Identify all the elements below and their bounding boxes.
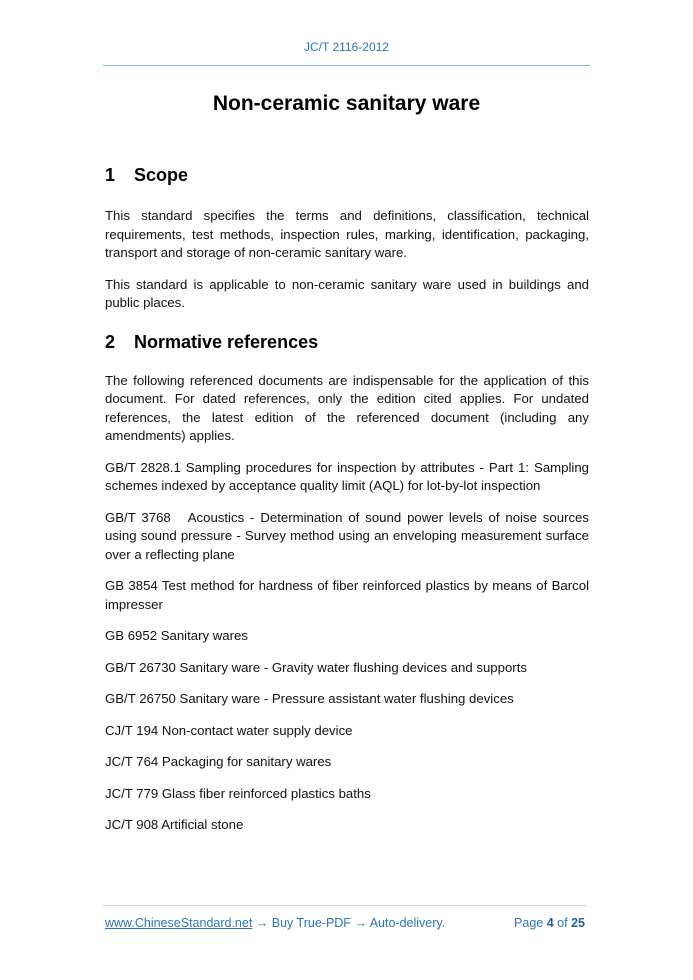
page-footer (105, 916, 585, 930)
reference-item: GB/T 3768 Acoustics - Determination of sound power levels of noise sources using sound pressure - Survey method using an enveloping measurement surface over a reflecting plane (105, 509, 589, 562)
section-number: 1 (105, 165, 116, 185)
page-label: Page (514, 916, 544, 930)
reference-item: GB 6952 Sanitary wares (105, 628, 248, 643)
reference-item: GB/T 26730 Sanitary ware - Gravity water flushing devices and supports (105, 659, 527, 675)
footer-divider (103, 905, 587, 906)
footer-left (105, 916, 445, 930)
reference-item: GB 3854 Test method for hardness of fiber reinforced plastics by means of Barcol impresser (105, 578, 589, 612)
page-indicator (514, 916, 585, 930)
reference-item: CJ/T 194 Non-contact water supply device (105, 722, 353, 738)
reference-item: JC/T 779 Glass fiber reinforced plastics baths (105, 785, 371, 801)
footer-tagline: → Buy True-PDF → Auto-delivery. (252, 916, 446, 930)
reference-item: GB/T 2828.1 Sampling procedures for inspection by attributes - Part 1: Sampling schemes indexed by acceptance quality limit (AQL) for lot-by-lot inspection (105, 459, 589, 493)
document-body (105, 165, 589, 835)
reference-item: GB/T 26750 Sanitary ware - Pressure assistant water flushing devices (105, 691, 514, 706)
running-header: JC/T 2116-2012 (304, 40, 389, 54)
section-heading-scope (105, 165, 589, 186)
reference-item: JC/T 908 Artificial stone (105, 817, 244, 832)
normative-intro: The following referenced documents are indispensable for the application of this document. For dated references, only the edition cited applies. For undated references, the latest edition of the referenced document (including any amendments) applies. (105, 372, 589, 443)
reference-item: JC/T 764 Packaging for sanitary wares (105, 754, 332, 769)
of-label: of (557, 916, 568, 930)
section-title: Normative references (134, 331, 319, 352)
website-link[interactable]: www.ChineseStandard.net (105, 916, 253, 930)
current-page: 4 (546, 916, 554, 930)
section-number: 2 (105, 331, 116, 352)
page-title: Non-ceramic sanitary ware (212, 92, 481, 115)
scope-paragraph-2: This standard is applicable to non-ceramic sanitary ware used in buildings and public places. (105, 276, 589, 310)
total-pages: 25 (571, 916, 585, 930)
section-title: Scope (134, 165, 189, 185)
scope-paragraph-1: This standard specifies the terms and definitions, classification, technical requirements, test methods, inspection rules, marking, identification, packaging, transport and storage of non-ceramic sanitary ware. (105, 208, 589, 260)
header-divider (103, 65, 590, 66)
section-heading-normative-references (105, 332, 589, 353)
